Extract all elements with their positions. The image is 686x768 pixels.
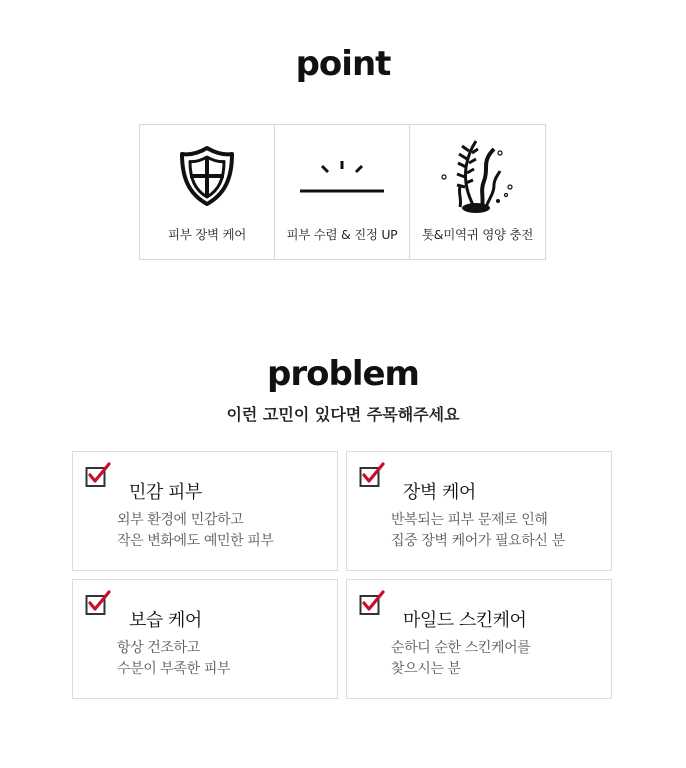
problem-card-desc-line: 순하디 순한 스킨케어를	[391, 640, 531, 656]
problem-card-description	[391, 510, 565, 552]
problem-card-description	[117, 638, 230, 680]
problem-card-desc-line: 작은 변화에도 예민한 피부	[117, 533, 274, 549]
point-item-skin-barrier	[140, 125, 275, 259]
problem-card-desc-line: 찾으시는 분	[391, 661, 461, 677]
point-item-label: 톳&미역귀 영양 충전	[422, 227, 533, 242]
sunrise-icon	[275, 141, 409, 211]
problem-card-moisture-care	[72, 579, 338, 699]
problem-card-title: 보습 케어	[129, 610, 202, 631]
problem-card-title: 마일드 스킨케어	[403, 610, 527, 631]
checkbox-checked-icon	[85, 590, 111, 616]
problem-section-title: problem	[267, 354, 419, 394]
problem-card-desc-line: 집중 장벽 케어가 필요하신 분	[391, 533, 565, 549]
problem-subtitle: 이런 고민이 있다면 주목해주세요	[226, 405, 460, 424]
problem-card-title: 민감 피부	[129, 482, 202, 503]
problem-card-sensitive-skin	[72, 451, 338, 571]
problem-card-desc-line: 수분이 부족한 피부	[117, 661, 231, 677]
problem-card-mild-skincare	[346, 579, 612, 699]
problem-card-desc-line: 반복되는 피부 문제로 인해	[391, 512, 548, 528]
point-grid	[139, 124, 546, 260]
point-item-soothing	[275, 125, 410, 259]
problem-card-description	[117, 510, 274, 552]
checkbox-checked-icon	[359, 462, 385, 488]
problem-card-desc-line: 외부 환경에 민감하고	[117, 512, 244, 528]
shield-icon	[140, 141, 274, 211]
checkbox-checked-icon	[85, 462, 111, 488]
checkbox-checked-icon	[359, 590, 385, 616]
point-item-seaweed	[410, 125, 545, 259]
seaweed-icon	[410, 141, 545, 211]
problem-card-description	[391, 638, 530, 680]
point-item-label: 피부 장벽 케어	[168, 227, 246, 242]
problem-card-title: 장벽 케어	[403, 482, 476, 503]
point-section-title: point	[295, 44, 391, 84]
problem-card-desc-line: 항상 건조하고	[117, 640, 200, 656]
problem-card-barrier-care	[346, 451, 612, 571]
point-item-label: 피부 수렴 & 진정 UP	[286, 227, 398, 242]
